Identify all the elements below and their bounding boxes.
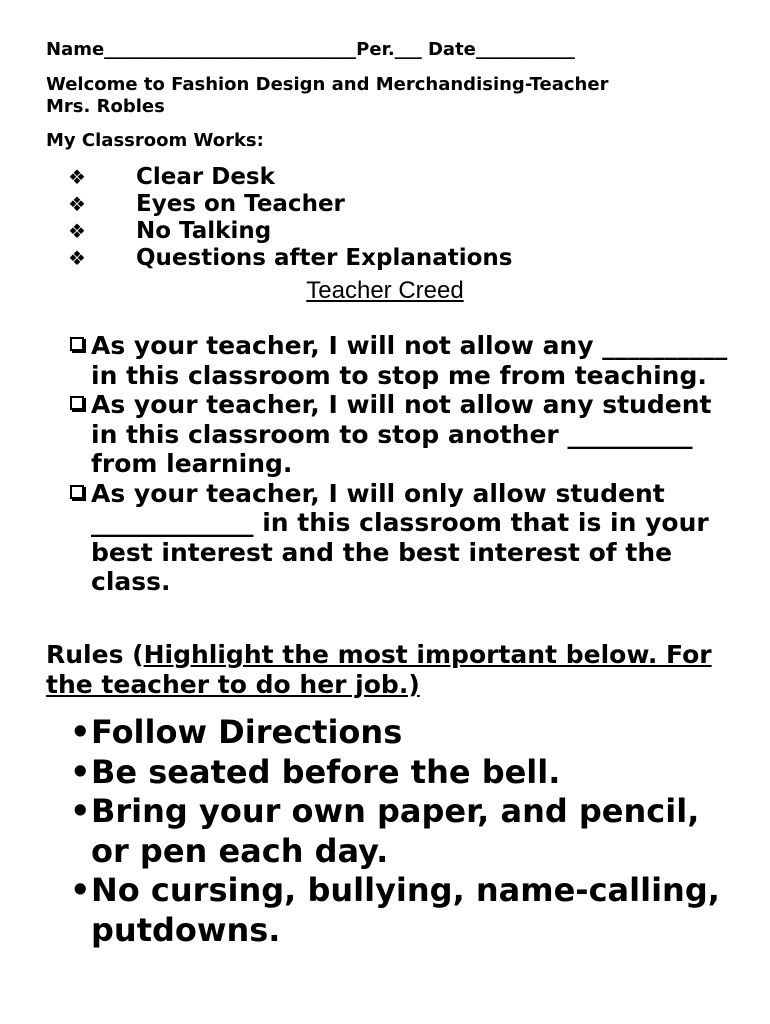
creed-item-text: As your teacher, I will not allow any student in this classroom to stop another __________ from learning. [91, 390, 712, 478]
bullet-dot-icon: • [70, 713, 91, 751]
list-item [46, 713, 736, 753]
rule-text: Be seated before the bell. [91, 752, 561, 791]
list-item [46, 753, 736, 793]
creed-list [46, 331, 736, 597]
bullet-dot-icon: • [70, 752, 91, 791]
diamond-bullet-icon: ❖ [68, 192, 86, 216]
bullet-dot-icon: • [70, 871, 91, 909]
rule-text: Follow Directions [91, 713, 403, 751]
creed-item-text: As your teacher, I will not allow any __________ in this classroom to stop me from teaching. [91, 331, 728, 390]
bullet-dot-icon: • [70, 792, 91, 830]
name-period-date-line: Name____________________________Per.___ Date___________ [46, 39, 575, 60]
list-item [46, 191, 513, 218]
rule-text: No cursing, bullying, name-calling, putdowns. [91, 871, 720, 949]
list-item [46, 479, 736, 597]
list-item [46, 164, 513, 191]
list-item [46, 871, 736, 950]
checkbox-icon [70, 485, 84, 499]
rules-heading-prefix: Rules ( [46, 640, 144, 669]
list-item-label: Questions after Explanations [136, 245, 513, 271]
checkbox-icon [70, 396, 84, 410]
classroom-heading: My Classroom Works: [46, 130, 264, 151]
classroom-list [46, 164, 513, 272]
checkbox-icon [70, 337, 84, 351]
creed-item-text: As your teacher, I will only allow student _____________ in this classroom that is in your best interest and the best interest of the class. [91, 478, 709, 596]
list-item [46, 792, 736, 871]
diamond-bullet-icon: ❖ [68, 246, 86, 270]
list-item [46, 245, 513, 272]
list-item [46, 390, 736, 479]
list-item [46, 218, 513, 245]
rules-heading [46, 640, 736, 700]
welcome-line-1: Welcome to Fashion Design and Merchandising-Teacher [46, 74, 609, 95]
rule-text: Bring your own paper, and pencil, or pen each day. [91, 792, 700, 870]
rules-heading-instructions: Highlight the most important below. For the teacher to do her job.) [46, 640, 712, 699]
list-item-label: No Talking [136, 218, 272, 244]
diamond-bullet-icon: ❖ [68, 165, 86, 189]
welcome-line-2: Mrs. Robles [46, 96, 165, 117]
list-item-label: Clear Desk [136, 164, 275, 190]
diamond-bullet-icon: ❖ [68, 219, 86, 243]
creed-title: Teacher Creed [306, 277, 464, 304]
rules-list [46, 713, 736, 950]
list-item [46, 331, 736, 390]
list-item-label: Eyes on Teacher [136, 191, 345, 217]
